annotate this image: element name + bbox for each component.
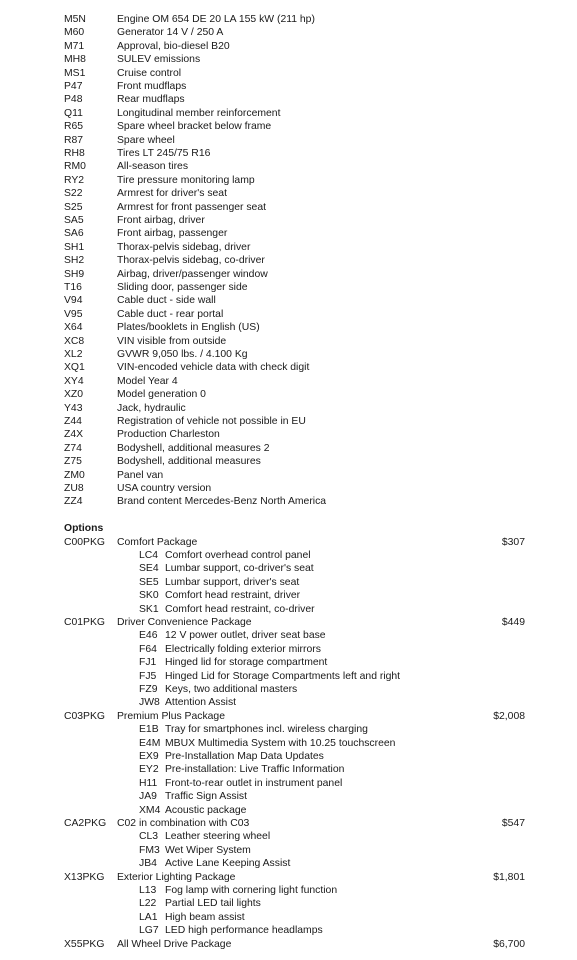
package-item-description: Pre-Installation Map Data Updates [165, 751, 324, 762]
package-item-row [0, 897, 577, 910]
package-row [0, 536, 577, 549]
option-description: Armrest for front passenger seat [117, 201, 266, 213]
package-item-code: EY2 [139, 764, 159, 776]
package-item-code: LA1 [139, 911, 158, 923]
option-description: Front airbag, passenger [117, 228, 228, 240]
package-name: Premium Plus Package [117, 710, 225, 722]
option-code: SA5 [64, 215, 84, 226]
option-description: USA country version [117, 483, 212, 494]
code-row [0, 160, 577, 173]
code-row [0, 348, 577, 361]
package-item-code: FZ9 [139, 684, 158, 695]
option-description: All-season tires [117, 161, 189, 173]
package-code: X13PKG [64, 871, 105, 883]
code-row [0, 294, 577, 307]
package-row [0, 817, 577, 830]
option-code: RM0 [64, 161, 86, 173]
option-code: R65 [64, 121, 84, 133]
option-description: Generator 14 V / 250 A [117, 27, 224, 39]
code-row [0, 80, 577, 93]
option-code: MS1 [64, 67, 86, 79]
package-code: C00PKG [64, 536, 106, 548]
package-item-description: High beam assist [165, 911, 245, 923]
package-row [0, 616, 577, 629]
package-item-description: Lumbar support, driver's seat [165, 576, 300, 588]
code-row [0, 147, 577, 160]
package-item-description: 12 V power outlet, driver seat base [165, 630, 326, 642]
package-item-row [0, 884, 577, 897]
package-name: Exterior Lighting Package [117, 871, 236, 883]
package-item-row [0, 924, 577, 937]
package-item-code: E4M [139, 737, 161, 749]
package-item-row [0, 643, 577, 656]
code-row [0, 281, 577, 294]
option-code: P48 [64, 94, 83, 106]
code-row [0, 26, 577, 39]
package-item-description: Lumbar support, co-driver's seat [165, 563, 314, 575]
option-description: Tire pressure monitoring lamp [117, 174, 255, 186]
option-description: Longitudinal member reinforcement [117, 107, 281, 119]
option-code: SH9 [64, 268, 85, 280]
package-item-code: EX9 [139, 751, 159, 762]
option-description: Plates/booklets in English (US) [117, 322, 260, 334]
package-item-description: MBUX Multimedia System with 10.25 touchscreen [165, 737, 396, 749]
option-code: XQ1 [64, 362, 85, 374]
package-item-description: Partial LED tail lights [165, 898, 261, 910]
option-description: Engine OM 654 DE 20 LA 155 kW (211 hp) [117, 14, 315, 25]
package-item-row [0, 656, 577, 669]
option-code: T16 [64, 282, 82, 293]
package-price: $6,700 [493, 938, 525, 950]
package-price: $547 [501, 818, 525, 829]
package-item-code: FM3 [139, 844, 160, 856]
option-code: ZU8 [64, 483, 84, 494]
code-row [0, 107, 577, 120]
package-item-row [0, 804, 577, 817]
package-item-code: F64 [139, 643, 157, 655]
package-item-description: Tray for smartphones incl. wireless charging [165, 724, 368, 736]
package-item-row [0, 737, 577, 750]
code-row [0, 214, 577, 227]
option-description: SULEV emissions [117, 54, 201, 66]
package-item-description: Comfort head restraint, driver [165, 590, 301, 602]
package-item-row [0, 562, 577, 575]
package-item-code: E46 [139, 630, 158, 642]
package-item-row [0, 790, 577, 803]
option-description: Airbag, driver/passenger window [117, 268, 268, 280]
package-item-description: Leather steering wheel [165, 831, 271, 843]
option-code: S22 [64, 188, 83, 200]
option-description: Thorax-pelvis sidebag, driver [117, 241, 251, 253]
code-row [0, 428, 577, 441]
code-row [0, 40, 577, 53]
code-row [0, 402, 577, 415]
package-item-description: LED high performance headlamps [165, 925, 323, 937]
package-item-code: JA9 [139, 791, 157, 803]
package-item-description: Fog lamp with cornering light function [165, 885, 338, 896]
package-item-code: L22 [139, 898, 157, 910]
option-description: Production Charleston [117, 429, 220, 441]
option-description: Thorax-pelvis sidebag, co-driver [117, 255, 265, 267]
option-description: Armrest for driver's seat [117, 188, 227, 200]
package-item-row [0, 589, 577, 602]
package-item-description: Wet Wiper System [165, 844, 251, 856]
package-name: C02 in combination with C03 [117, 818, 250, 829]
package-item-row [0, 603, 577, 616]
option-code: RH8 [64, 148, 85, 159]
package-item-code: SK0 [139, 590, 159, 602]
option-code: V94 [64, 295, 83, 307]
package-item-row [0, 763, 577, 776]
option-description: VIN visible from outside [117, 335, 227, 347]
option-code: XC8 [64, 335, 85, 347]
option-description: Bodyshell, additional measures 2 [117, 442, 270, 454]
package-item-description: Active Lane Keeping Assist [165, 858, 291, 870]
package-item-row [0, 911, 577, 924]
package-item-description: Electrically folding exterior mirrors [165, 643, 321, 655]
option-description: Model generation 0 [117, 389, 206, 401]
package-code: CA2PKG [64, 818, 107, 829]
code-row [0, 187, 577, 200]
option-code: MH8 [64, 54, 86, 66]
package-item-code: XM4 [139, 804, 161, 816]
option-code: ZZ4 [64, 496, 83, 508]
option-code: XL2 [64, 349, 83, 360]
package-code: C03PKG [64, 710, 106, 722]
package-item-description: Pre-installation: Live Traffic Information [165, 764, 345, 776]
option-description: Cruise control [117, 67, 182, 79]
option-description: Front mudflaps [117, 81, 187, 92]
package-item-code: SE5 [139, 576, 159, 588]
code-row [0, 361, 577, 374]
package-name: All Wheel Drive Package [117, 938, 232, 950]
option-description: Registration of vehicle not possible in EU [117, 416, 306, 427]
package-item-row [0, 844, 577, 857]
option-code: Z44 [64, 416, 82, 427]
package-item-row [0, 629, 577, 642]
option-code: M60 [64, 27, 85, 39]
package-item-description: Attention Assist [165, 697, 237, 709]
option-description: GVWR 9,050 lbs. / 4.100 Kg [117, 349, 248, 360]
package-code: C01PKG [64, 617, 106, 628]
code-row [0, 335, 577, 348]
option-description: Bodyshell, additional measures [117, 456, 261, 468]
package-item-row [0, 750, 577, 763]
package-item-row [0, 696, 577, 709]
package-item-code: JB4 [139, 858, 157, 870]
code-row [0, 134, 577, 147]
package-price: $1,801 [493, 871, 525, 883]
package-item-description: Acoustic package [165, 804, 247, 816]
option-code: P47 [64, 81, 83, 92]
option-description: Approval, bio-diesel B20 [117, 40, 230, 52]
code-row [0, 201, 577, 214]
package-item-code: CL3 [139, 831, 159, 843]
code-row [0, 375, 577, 388]
package-item-code: E1B [139, 724, 159, 736]
option-code: M5N [64, 14, 86, 25]
code-row [0, 482, 577, 495]
option-description: Panel van [117, 469, 164, 481]
options-heading: Options [64, 523, 104, 535]
option-description: Cable duct - rear portal [117, 308, 224, 320]
package-item-description: Hinged Lid for Storage Compartments left and right [165, 670, 401, 682]
package-item-code: H11 [139, 777, 158, 789]
option-code: ZM0 [64, 469, 85, 481]
option-code: Z74 [64, 442, 82, 454]
option-code: XZ0 [64, 389, 84, 401]
option-code: X64 [64, 322, 83, 334]
package-item-code: FJ1 [139, 657, 157, 669]
package-item-code: FJ5 [139, 670, 157, 682]
option-code: V95 [64, 308, 83, 320]
package-row [0, 871, 577, 884]
package-item-description: Hinged lid for storage compartment [165, 657, 328, 669]
option-description: Spare wheel bracket below frame [117, 121, 272, 133]
option-code: RY2 [64, 174, 85, 186]
package-item-code: L13 [139, 885, 157, 896]
option-code: M71 [64, 40, 85, 52]
code-row [0, 415, 577, 428]
package-item-row [0, 830, 577, 843]
code-row [0, 67, 577, 80]
package-item-code: LG7 [139, 925, 159, 937]
option-code: S25 [64, 201, 83, 213]
package-item-row [0, 549, 577, 562]
option-code: R87 [64, 134, 84, 146]
option-description: Cable duct - side wall [117, 295, 216, 307]
package-item-code: JW8 [139, 697, 160, 709]
package-name: Driver Convenience Package [117, 617, 252, 628]
code-row [0, 227, 577, 240]
option-code: Q11 [64, 107, 83, 119]
option-description: Sliding door, passenger side [117, 282, 248, 293]
code-row [0, 93, 577, 106]
option-code: XY4 [64, 375, 84, 387]
package-name: Comfort Package [117, 536, 198, 548]
package-item-row [0, 576, 577, 589]
options-heading-row [0, 522, 577, 535]
code-row [0, 120, 577, 133]
code-row [0, 321, 577, 334]
option-code: SH2 [64, 255, 85, 267]
package-item-code: LC4 [139, 550, 159, 561]
code-row [0, 174, 577, 187]
option-code: SH1 [64, 241, 85, 253]
package-item-row [0, 857, 577, 870]
code-row [0, 241, 577, 254]
package-row [0, 938, 577, 951]
code-row [0, 388, 577, 401]
package-item-row [0, 683, 577, 696]
package-code: X55PKG [64, 938, 105, 950]
package-item-description: Comfort overhead control panel [165, 550, 311, 561]
option-code: Z4X [64, 429, 84, 441]
package-price: $307 [501, 536, 525, 548]
package-row [0, 710, 577, 723]
package-price: $449 [501, 617, 525, 628]
option-code: SA6 [64, 228, 84, 240]
code-row [0, 442, 577, 455]
option-code: Z75 [64, 456, 82, 468]
package-item-row [0, 670, 577, 683]
code-row [0, 13, 577, 26]
code-row [0, 254, 577, 267]
option-description: VIN-encoded vehicle data with check digit [117, 362, 310, 374]
package-item-description: Front-to-rear outlet in instrument panel [165, 777, 343, 789]
package-price: $2,008 [493, 710, 525, 722]
option-description: Front airbag, driver [117, 215, 205, 226]
option-description: Jack, hydraulic [117, 402, 186, 414]
package-item-code: SK1 [139, 603, 159, 615]
package-item-row [0, 723, 577, 736]
code-row [0, 308, 577, 321]
code-row [0, 53, 577, 66]
package-item-description: Keys, two additional masters [165, 684, 298, 695]
option-code: Y43 [64, 402, 83, 414]
code-row [0, 268, 577, 281]
code-row [0, 495, 577, 508]
option-description: Spare wheel [117, 134, 175, 146]
option-description: Rear mudflaps [117, 94, 185, 106]
package-item-description: Traffic Sign Assist [165, 791, 247, 803]
package-item-row [0, 777, 577, 790]
option-description: Brand content Mercedes-Benz North America [117, 496, 327, 508]
code-row [0, 469, 577, 482]
package-item-description: Comfort head restraint, co-driver [165, 603, 315, 615]
option-description: Model Year 4 [117, 375, 178, 387]
package-item-code: SE4 [139, 563, 159, 575]
option-description: Tires LT 245/75 R16 [117, 148, 211, 159]
code-row [0, 455, 577, 468]
